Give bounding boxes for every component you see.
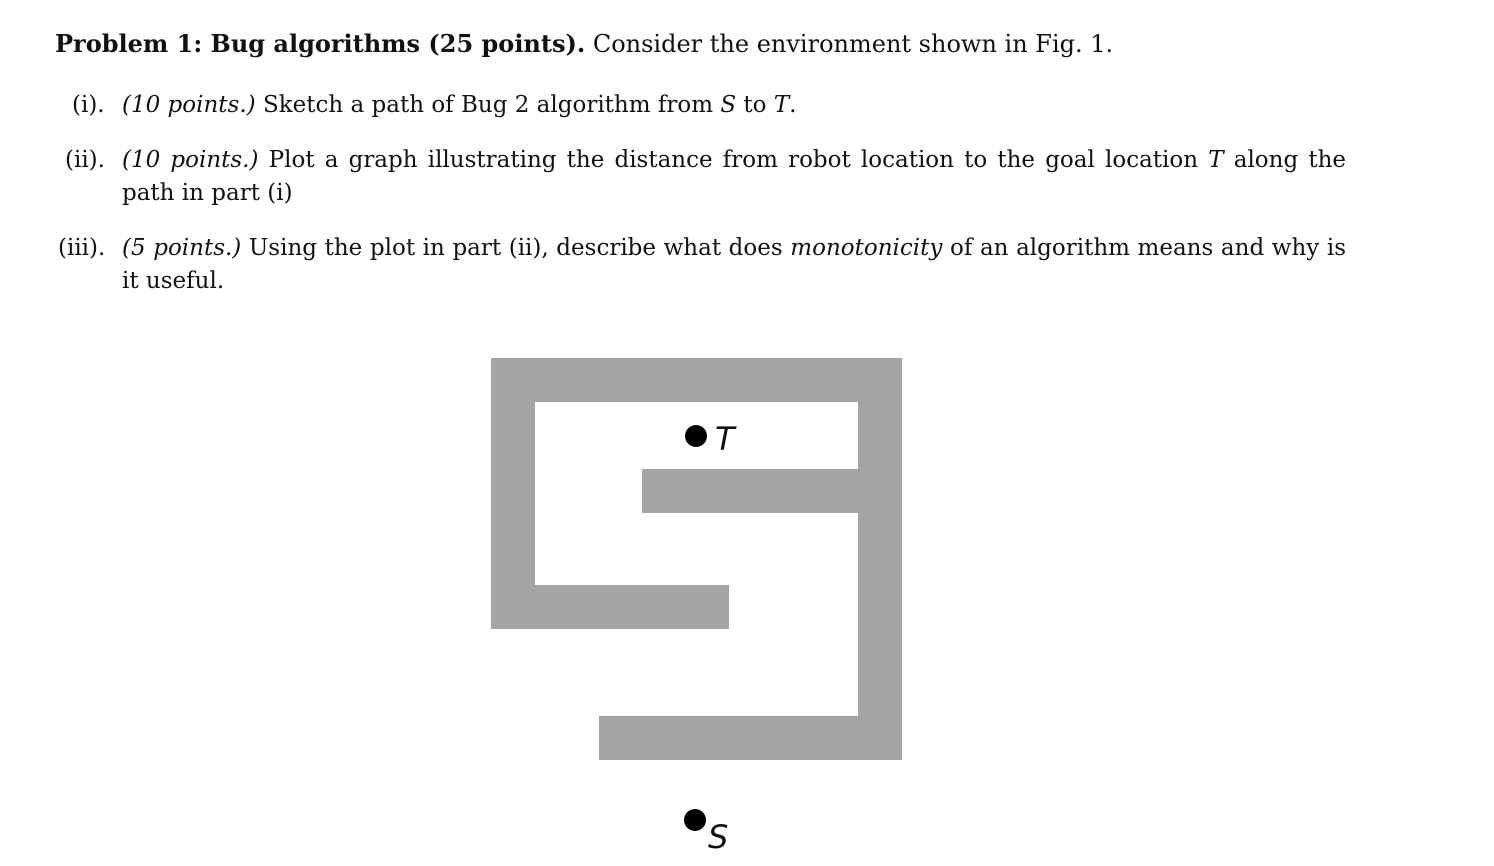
obstacle-top-wall [491, 358, 902, 402]
part-iii-points: (5 points.) [122, 235, 242, 261]
part-ii-text-before: Plot a graph illustrating the distance from robot location to the goal location [268, 147, 1199, 173]
part-iii-text-before: Using the plot in part (ii), describe what does [248, 235, 783, 261]
part-ii-points: (10 points.) [122, 147, 259, 173]
part-ii-body [122, 144, 1346, 210]
part-i-text-before: Sketch a path of Bug 2 algorithm from [262, 92, 714, 118]
goal-label: T [715, 420, 735, 458]
part-ii-marker: (ii). [65, 147, 105, 173]
start-point [684, 809, 706, 831]
part-i-text-after: . [789, 92, 797, 118]
part-ii-text-after: along the path in part (i) [122, 147, 1347, 206]
part-iii-text-after: of an algorithm means and why is it useful. [122, 235, 1347, 294]
problem-heading [55, 28, 1113, 60]
obstacle-bottom-arm [599, 716, 902, 760]
part-ii-goal-symbol: T [1208, 147, 1224, 173]
goal-point [685, 425, 707, 447]
obstacle-lower-left-arm [491, 585, 729, 629]
part-iii-marker: (iii). [58, 235, 106, 261]
part-i-body [122, 89, 1346, 122]
obstacle-walls [491, 358, 902, 760]
problem-intro: Consider the environment shown in Fig. 1. [592, 30, 1114, 58]
part-i-points: (10 points.) [122, 92, 256, 118]
part-i-start-symbol: S [720, 92, 737, 118]
environment-figure [480, 350, 920, 860]
part-iii-term: monotonicity [790, 235, 943, 261]
part-i-goal-symbol: T [773, 92, 790, 118]
obstacle-inner-arm [642, 469, 902, 513]
obstacle-right-wall [858, 358, 902, 760]
problem-title: Problem 1: Bug algorithms (25 points). [55, 29, 586, 58]
part-i-marker: (i). [72, 92, 105, 118]
part-iii-body [122, 232, 1346, 298]
start-label: S [708, 818, 729, 856]
part-i-text-middle: to [743, 92, 767, 118]
